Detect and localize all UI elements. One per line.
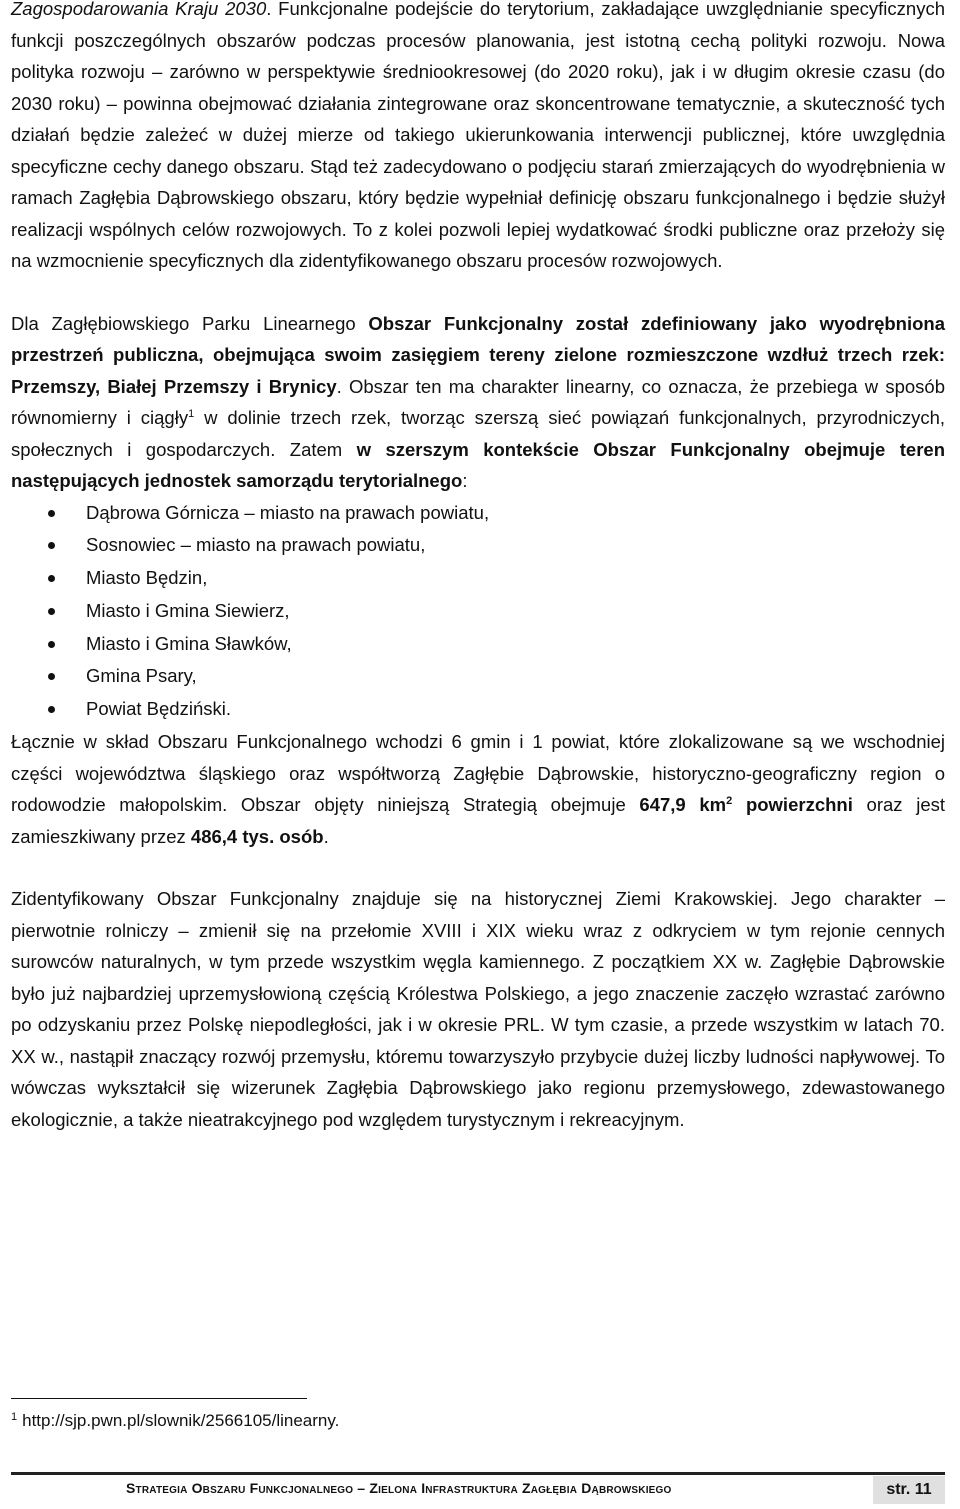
list-item [11,693,945,726]
list-item-text: Miasto Będzin, [86,567,208,589]
paragraph-intro [11,0,945,277]
definition-scope-bold: w szerszym kontekście Obszar Funkcjonalny obejmuje teren następujących jednostek samorządu terytorialnego [11,438,945,491]
bullet-icon [48,641,55,648]
list-item-text: Dąbrowa Górnicza – miasto na prawach powiatu, [86,501,490,523]
list-item [11,628,945,661]
list-item-text: Powiat Będziński. [86,698,231,720]
population-value: 486,4 tys. osób [190,825,324,847]
summary-period: . [323,825,329,847]
intro-italic-title: Zagospodarowania Kraju 2030 [11,0,267,19]
list-item [11,660,945,693]
list-item-text: Sosnowiec – miasto na prawach powiatu, [86,534,426,556]
bullet-icon [48,542,55,549]
bullet-icon [48,575,55,582]
definition-bold: Obszar Funkcjonalny został zdefiniowany jako wyodrębniona przestrzeń publiczna, obejmująca swoim zasięgiem tereny zielone rozmieszczone wzdłuż trzech rzek: Przemszy, Białej Przemszy i Brynicy [11,312,945,397]
list-item-text: Miasto i Gmina Siewierz, [86,599,290,621]
definition-text-cont: w dolinie trzech rzek, tworząc szerszą sieć powiązań funkcjonalnych, przyrodniczych, społecznych i gospodarczych. Zatem [11,407,945,460]
footnote-ref[interactable]: 1 [188,408,195,420]
summary-text: Łącznie w skład Obszaru Funkcjonalnego wchodzi 6 gmin i 1 powiat, które zlokalizowane są we wschodniej części województwa śląskiego oraz współtworzą Zagłębie Dąbrowskie, historyczno-geograficzny region o rodowodzie małopolskim. Obszar objęty niniejszą Strategią obejmuje [11,731,945,816]
list-item-text: Miasto i Gmina Sławków, [86,632,292,654]
definition-lead: Dla Zagłębiowskiego Parku Linearnego [11,312,369,334]
summary-text-cont: oraz jest zamieszkiwany przez [11,794,945,847]
paragraph-summary [11,726,945,852]
list-item [11,529,945,562]
footnote-link[interactable]: http://sjp.pwn.pl/slownik/2566105/linearny. [22,1411,340,1430]
footer-title: Strategia Obszaru Funkcjonalnego – Zielona Infrastruktura Zagłębia Dąbrowskiego [126,1480,672,1496]
list-item-text: Gmina Psary, [86,665,197,687]
definition-colon: : [462,470,468,491]
list-item [11,562,945,595]
area-value: 647,9 km [639,794,727,816]
intro-text: . Funkcjonalne podejście do terytorium, zakładające uwzględnianie specyficznych funkcji poszczególnych obszarów podczas procesów planowania, jest istotną cechą polityki rozwoju. Nowa polityka rozwoju – zarówno w perspektywie średniookresowej (do 2020 roku), jak i w długim okresie czasu (do 2030 roku) – powinna obejmować działania zintegrowane oraz skoncentrowane tematycznie, a skuteczność tych działań będzie zależeć w dużej mierze od takiego ukierunkowania interwencji publicznej, które uwzględnia specyficzne cechy danego obszaru. Stąd też zadecydowano o podjęciu starań zmierzających do wyodrębnienia w ramach Zagłębia Dąbrowskiego obszaru, który będzie wypełniał definicję obszaru funkcjonalnego i będzie służył realizacji wspólnych celów rozwojowych. To z kolei pozwoli lepiej wydatkować środki publiczne oraz przełoży się na wzmocnienie specyficznych dla zidentyfikowanego obszaru procesów rozwojowych. [11,0,945,271]
paragraph-history: Zidentyfikowany Obszar Funkcjonalny znajduje się na historycznej Ziemi Krakowskiej. Jego charakter – pierwotnie rolniczy – zmienił się na przełomie XVIII i XIX wieku wraz z odkryciem w tym rejonie cennych surowców naturalnych, w tym przede wszystkim węgla kamiennego. Z początkiem XX w. Zagłębie Dąbrowskie było już najbardziej uprzemysłowioną częścią Królestwa Polskiego, a jego znaczenie zaczęło wzrastać zarówno po odzyskaniu przez Polskę niepodległości, jak i w okresie PRL. W tym czasie, a przede wszystkim w latach 70. XX w., nastąpił znaczący rozwój przemysłu, któremu towarzyszyło przybycie dużej liczby ludności napływowej. To wówczas wykształcił się wizerunek Zagłębia Dąbrowskiego jako regionu przemysłowego, zdewastowanego ekologicznie, a także nieatrakcyjnego pod względem turystycznym i rekreacyjnym. [11,888,945,1130]
page-number: str. 11 [873,1476,945,1504]
footnote-divider [11,1398,307,1399]
footnote-number: 1 [11,1411,18,1423]
area-label: powierzchni [732,794,853,816]
area-unit-sup: 2 [726,795,733,808]
jst-list [11,497,945,727]
bullet-icon [48,510,55,517]
document-page [11,0,945,1135]
footnote [11,1410,339,1432]
footer-divider [11,1472,945,1475]
bullet-icon [48,608,55,615]
definition-text: . Obszar ten ma charakter linearny, co oznacza, że przebiega w sposób równomierny i ciągły [11,375,945,428]
bullet-icon [48,706,55,713]
list-item [11,497,945,530]
bullet-icon [48,673,55,680]
list-item [11,595,945,628]
paragraph-definition [11,308,945,497]
